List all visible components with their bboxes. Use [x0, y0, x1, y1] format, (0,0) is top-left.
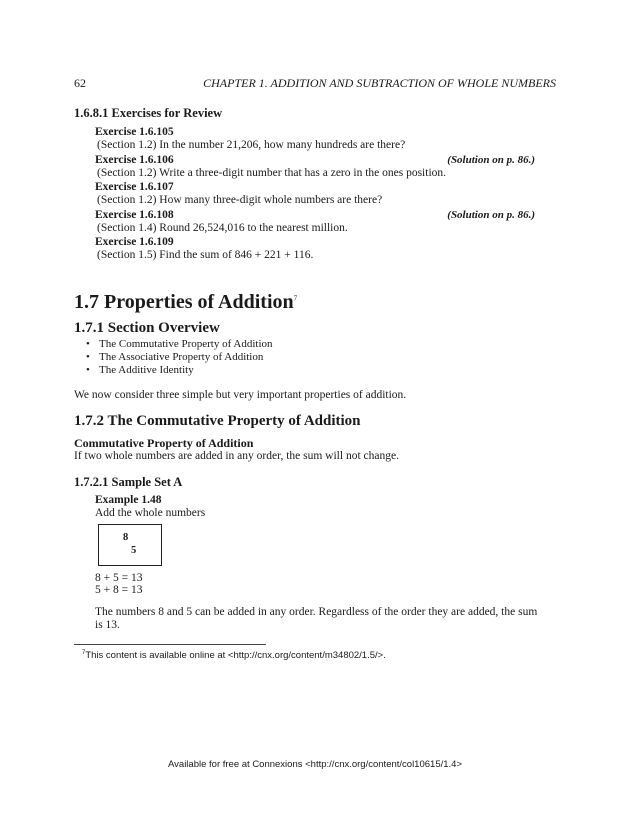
footnote-mark[interactable]: 7	[293, 294, 298, 303]
exercise-title: Exercise 1.6.108	[95, 209, 174, 221]
exercise-text: (Section 1.5) Find the sum of 846 + 221 + 116.	[97, 249, 314, 261]
exercise-text: (Section 1.2) Write a three-digit number that has a zero in the ones position.	[97, 167, 447, 179]
section-title: 1.7 Properties of Addition$^7$	[74, 291, 298, 313]
list-item: • The Commutative Property of Addition	[86, 338, 273, 351]
exercise-text: (Section 1.2) In the number 21,206, how many hundreds are there?	[97, 139, 406, 151]
property-name: Commutative Property of Addition	[74, 436, 254, 450]
conclusion-text: The numbers 8 and 5 can be added in any order. Regardless of the order they are added, the sum	[95, 606, 538, 618]
exercise-text: (Section 1.2) How many three-digit whole numbers are there?	[97, 194, 383, 206]
list-item: • The Associative Property of Addition	[86, 351, 273, 364]
footnote-number: 7	[82, 650, 86, 656]
addend-top: 8	[123, 532, 129, 543]
sample-set-heading: 1.7.2.1 Sample Set A	[74, 475, 183, 489]
list-item: • The Additive Identity	[86, 364, 273, 377]
solution-link[interactable]: (Solution on p. 86.)	[447, 154, 535, 166]
exercise-title: Exercise 1.6.106	[95, 154, 174, 166]
equation: 5 + 8 = 13	[95, 584, 143, 596]
example-prompt: Add the whole numbers	[95, 507, 206, 519]
exercise-title: Exercise 1.6.105	[95, 126, 174, 138]
review-heading: 1.6.8.1 Exercises for Review	[74, 106, 223, 120]
property-statement: If two whole numbers are added in any order, the sum will not change.	[74, 450, 399, 462]
exercise-title: Exercise 1.6.107	[95, 181, 174, 193]
addition-box	[98, 524, 162, 566]
page-footer[interactable]: Available for free at Connexions <http://cnx.org/content/col10615/1.4>	[168, 759, 462, 770]
example-title: Example 1.48	[95, 494, 162, 506]
footnote	[82, 650, 386, 661]
exercise-text: (Section 1.4) Round 26,524,016 to the nearest million.	[97, 222, 348, 234]
commutative-heading: 1.7.2 The Commutative Property of Addition	[74, 413, 361, 429]
addend-bottom: 5	[131, 545, 137, 556]
overview-heading: 1.7.1 Section Overview	[74, 320, 220, 336]
equation: 8 + 5 = 13	[95, 572, 143, 584]
page-number: 62	[74, 76, 86, 90]
overview-list	[86, 338, 273, 377]
conclusion-text: is 13.	[95, 619, 120, 631]
footnote-divider	[74, 644, 266, 645]
exercise-title: Exercise 1.6.109	[95, 236, 174, 248]
intro-text: We now consider three simple but very important properties of addition.	[74, 389, 407, 401]
footnote-text[interactable]: This content is available online at <http://cnx.org/content/m34802/1.5/>.	[85, 650, 386, 662]
running-head: CHAPTER 1. ADDITION AND SUBTRACTION OF WHOLE NUMBERS	[203, 76, 556, 90]
solution-link[interactable]: (Solution on p. 86.)	[447, 209, 535, 221]
